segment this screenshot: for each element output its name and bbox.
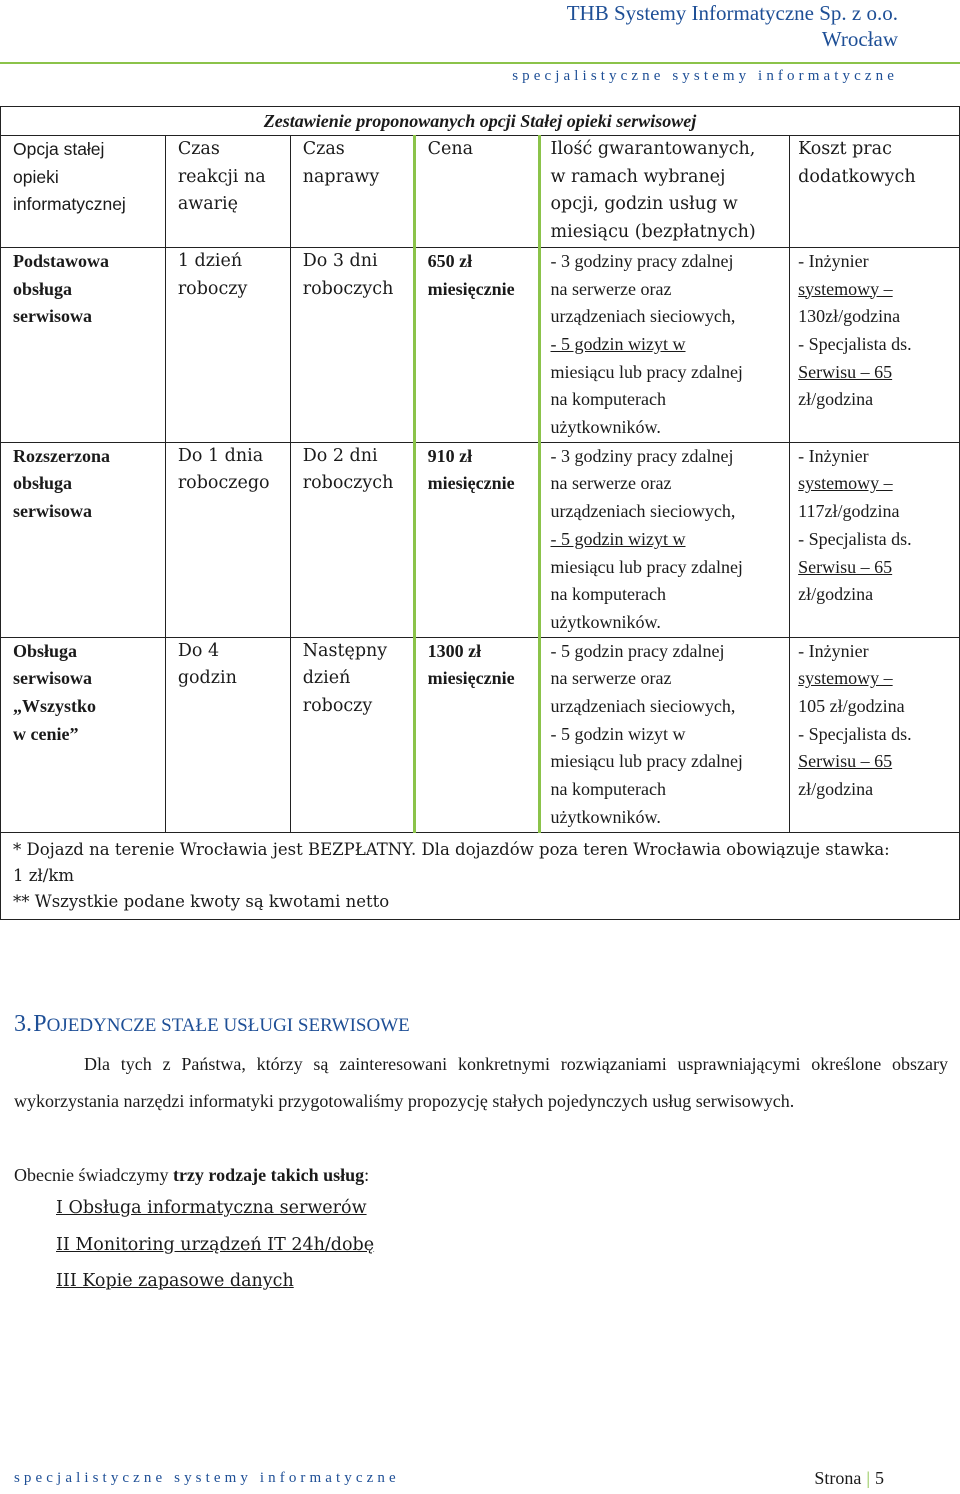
service-link-monitoring[interactable]: II Monitoring urządzeń IT 24h/dobę <box>56 1235 375 1255</box>
cell-line: systemowy – <box>798 473 893 494</box>
cell-line: serwisowa <box>13 306 92 327</box>
section-title-initial: P <box>33 1011 47 1037</box>
cell-line: na komputerach <box>550 584 666 605</box>
cell-line: opcji, godzin usług w <box>550 194 738 215</box>
cell-line: 1300 zł <box>427 640 482 661</box>
cell-line: 105 zł/godzina <box>798 696 905 717</box>
cell-line: użytkowników. <box>550 806 661 827</box>
cell-line: zł/godzina <box>798 584 874 605</box>
cell-line: - Specjalista ds. <box>798 528 912 549</box>
extra-cost <box>790 442 960 637</box>
cell-line: Podstawowa <box>13 250 110 271</box>
reaction-time <box>165 247 290 442</box>
page-number-value: 5 <box>875 1468 884 1488</box>
cell-line: - Inżynier <box>798 250 869 271</box>
table-title: Zestawienie proponowanych opcji Stałej opieki serwisowej <box>1 107 960 136</box>
table-row <box>1 637 960 832</box>
cell-line: opieki <box>13 166 59 187</box>
table-row <box>1 442 960 637</box>
cell-line: użytkowników. <box>550 417 661 438</box>
cell-line: dodatkowych <box>798 166 916 187</box>
header-divider <box>0 62 960 64</box>
header-reaction-time <box>165 136 290 248</box>
cell-line: Serwisu – 65 <box>798 556 893 577</box>
cell-line: miesiącu lub pracy zdalnej <box>550 556 743 577</box>
services-intro <box>14 1157 948 1194</box>
cell-line: - 3 godziny pracy zdalnej <box>550 250 734 271</box>
page-separator: | <box>866 1468 870 1488</box>
cell-line: - Specjalista ds. <box>798 723 912 744</box>
cell-line: 650 zł <box>427 250 473 271</box>
services-intro-prefix: Obecnie świadczymy <box>14 1165 173 1185</box>
guaranteed-hours <box>539 637 790 832</box>
cell-line: na serwerze oraz <box>550 473 672 494</box>
table-row <box>1 247 960 442</box>
header-repair-time <box>290 136 414 248</box>
section-heading <box>14 1011 410 1038</box>
cell-line: roboczych <box>302 473 394 494</box>
cell-line: na komputerach <box>550 389 666 410</box>
cell-line: Do 3 dni <box>302 250 378 271</box>
cell-line: na serwerze oraz <box>550 278 672 299</box>
cell-line: - 5 godzin wizyt w <box>550 333 686 354</box>
cell-line: - Specjalista ds. <box>798 333 912 354</box>
cell-line: Opcja stałej <box>13 139 105 159</box>
footer-tagline: specjalistyczne systemy informatyczne <box>14 1470 400 1486</box>
extra-cost <box>790 247 960 442</box>
cell-line: Koszt prac <box>798 139 892 159</box>
cell-line: - Inżynier <box>798 640 869 661</box>
cell-line: naprawy <box>302 166 380 187</box>
page-label: Strona <box>814 1468 862 1488</box>
cell-line: - Inżynier <box>798 445 869 466</box>
cell-line: systemowy – <box>798 278 893 299</box>
cell-line: reakcji na <box>177 166 266 187</box>
cell-line: roboczych <box>302 278 394 299</box>
cell-line: informatycznej <box>13 194 126 215</box>
repair-time <box>290 442 414 637</box>
cell-line: miesiącu lub pracy zdalnej <box>550 361 743 382</box>
service-options-table <box>0 106 960 920</box>
cell-line: Ilość gwarantowanych, <box>550 139 756 159</box>
cell-line: godzin <box>177 668 237 689</box>
repair-time <box>290 637 414 832</box>
cell-line: obsługa <box>13 473 73 494</box>
company-city: Wrocław <box>821 27 898 51</box>
price <box>414 637 539 832</box>
cell-line: - 3 godziny pracy zdalnej <box>550 445 734 466</box>
cell-line: zł/godzina <box>798 389 874 410</box>
page-number <box>814 1468 884 1489</box>
section-title-rest: OJEDYNCZE STAŁE USŁUGI SERWISOWE <box>46 1015 410 1036</box>
cell-line: w cenie” <box>13 723 79 744</box>
cell-line: roboczego <box>177 473 270 494</box>
guaranteed-hours <box>539 247 790 442</box>
cell-line: miesięcznie <box>427 278 515 299</box>
cell-line: dzień <box>302 668 351 689</box>
header-tagline: specjalistyczne systemy informatyczne <box>512 68 898 84</box>
service-link-backups[interactable]: III Kopie zapasowe danych <box>56 1271 294 1291</box>
cell-line: urządzeniach sieciowych, <box>550 696 736 717</box>
cell-line: 910 zł <box>427 445 473 466</box>
cell-line: serwisowa <box>13 668 92 689</box>
guaranteed-hours <box>539 442 790 637</box>
extra-cost <box>790 637 960 832</box>
cell-line: roboczy <box>177 278 248 299</box>
cell-line: Czas <box>177 139 220 159</box>
table-header-row <box>1 136 960 248</box>
repair-time <box>290 247 414 442</box>
header-option <box>1 136 166 248</box>
cell-line: zł/godzina <box>798 779 874 800</box>
cell-line: Następny <box>302 640 388 661</box>
cell-line: serwisowa <box>13 501 92 522</box>
note-net-prices: ** Wszystkie podane kwoty są kwotami netto <box>13 891 390 911</box>
cell-line: obsługa <box>13 278 73 299</box>
option-name <box>1 637 166 832</box>
cell-line: 130zł/godzina <box>798 306 901 327</box>
cell-line: miesięcznie <box>427 473 515 494</box>
cell-line: Serwisu – 65 <box>798 751 893 772</box>
cell-line: Do 4 <box>177 640 220 661</box>
cell-line: - 5 godzin pracy zdalnej <box>550 640 725 661</box>
note-travel-rate: 1 zł/km <box>13 865 74 885</box>
price <box>414 442 539 637</box>
price <box>414 247 539 442</box>
cell-line: Czas <box>302 139 345 159</box>
cell-line: Do 2 dni <box>302 445 378 466</box>
note-travel: * Dojazd na terenie Wrocławia jest BEZPŁATNY. Dla dojazdów poza teren Wrocławia obowiązuje stawka: <box>13 839 890 859</box>
header-guaranteed-hours <box>539 136 790 248</box>
header-extra-cost <box>790 136 960 248</box>
service-link-servers[interactable]: I Obsługa informatyczna serwerów <box>56 1198 367 1218</box>
table-notes-row <box>1 832 960 919</box>
cell-line: - 5 godzin wizyt w <box>550 723 686 744</box>
table-notes <box>1 832 960 919</box>
cell-line: urządzeniach sieciowych, <box>550 501 736 522</box>
cell-line: Obsługa <box>13 640 78 661</box>
cell-line: Cena <box>427 139 474 159</box>
cell-line: urządzeniach sieciowych, <box>550 306 736 327</box>
cell-line: roboczy <box>302 696 373 717</box>
header-price <box>414 136 539 248</box>
cell-line: na serwerze oraz <box>550 668 672 689</box>
section-number: 3. <box>14 1011 32 1037</box>
cell-line: w ramach wybranej <box>550 166 726 187</box>
cell-line: „Wszystko <box>13 696 97 717</box>
option-name <box>1 442 166 637</box>
cell-line: miesięcznie <box>427 668 515 689</box>
option-name <box>1 247 166 442</box>
cell-line: Do 1 dnia <box>177 445 264 466</box>
header-block <box>567 0 898 52</box>
cell-line: - 5 godzin wizyt w <box>550 528 686 549</box>
cell-line: 117zł/godzina <box>798 501 900 522</box>
section-paragraph: Dla tych z Państwa, którzy są zainteresowani konkretnymi rozwiązaniami usprawniającymi określone obszary wykorzystania narzędzi informatyki przygotowaliśmy propozycję stałych pojedynczych usług serwisowych. <box>14 1054 948 1111</box>
company-name: THB Systemy Informatyczne Sp. z o.o. <box>566 1 898 25</box>
services-intro-suffix: : <box>364 1165 370 1185</box>
cell-line: awarię <box>177 194 238 215</box>
cell-line: 1 dzień <box>177 250 243 271</box>
cell-line: Serwisu – 65 <box>798 361 893 382</box>
cell-line: systemowy – <box>798 668 893 689</box>
reaction-time <box>165 442 290 637</box>
cell-line: miesiącu (bezpłatnych) <box>550 222 756 243</box>
cell-line: Rozszerzona <box>13 445 110 466</box>
reaction-time <box>165 637 290 832</box>
cell-line: miesiącu lub pracy zdalnej <box>550 751 743 772</box>
cell-line: na komputerach <box>550 779 666 800</box>
services-intro-bold: trzy rodzaje takich usług <box>172 1165 365 1185</box>
cell-line: użytkowników. <box>550 611 661 632</box>
